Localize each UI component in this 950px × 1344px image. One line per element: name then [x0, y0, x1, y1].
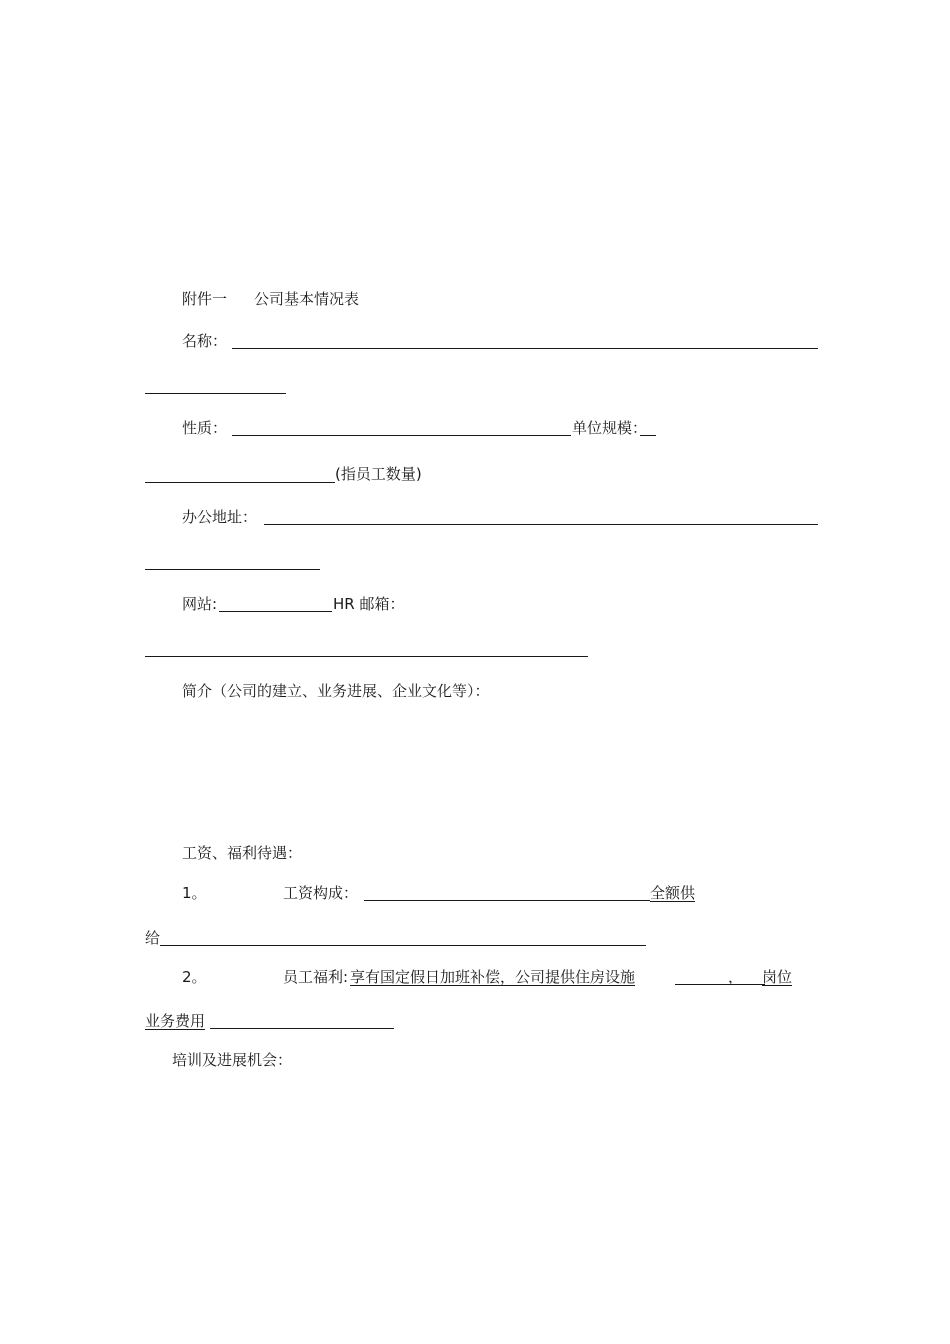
item2-field-line[interactable] — [675, 984, 765, 985]
name-field-line[interactable] — [232, 348, 818, 349]
scale-label: 单位规模： — [572, 419, 648, 437]
nature-field-line[interactable] — [232, 435, 571, 436]
name-field-line-cont[interactable] — [145, 393, 286, 394]
item2-value: 享有国定假日加班补偿，公司提供住房设施 — [350, 968, 636, 986]
item1-value-cont: 给 — [145, 929, 161, 947]
hr-email-field-line[interactable] — [145, 656, 588, 657]
address-label: 办公地址： — [182, 508, 258, 526]
hr-email-label: HR 邮箱： — [333, 595, 405, 613]
website-label: 网站: — [182, 595, 218, 613]
scale-field-line[interactable] — [640, 435, 656, 436]
item2-value-b: 岗位 — [762, 968, 793, 986]
salary-heading: 工资、福利待遇： — [182, 844, 303, 862]
intro-label: 简介（公司的建立、业务进展、企业文化等）： — [182, 682, 490, 700]
item1-field-line-cont[interactable] — [160, 945, 646, 946]
training-label: 培训及进展机会： — [172, 1051, 293, 1069]
item1-value: 全额供 — [650, 884, 696, 902]
item2-field-line-cont[interactable] — [210, 1028, 394, 1029]
item1-number: 1。 — [182, 884, 207, 902]
item2-number: 2。 — [182, 968, 207, 986]
item2-label: 员工福利: — [283, 968, 349, 986]
scale-note: (指员工数量) — [335, 465, 422, 483]
scale-field-line-cont[interactable] — [145, 482, 335, 483]
nature-label: 性质： — [182, 419, 228, 437]
heading-prefix: 附件一 — [182, 290, 228, 308]
item1-label: 工资构成： — [283, 884, 359, 902]
item2-comma: ， — [728, 968, 744, 986]
website-field-line[interactable] — [219, 611, 332, 612]
item2-value-cont: 业务费用 — [145, 1012, 206, 1030]
address-field-line[interactable] — [264, 524, 818, 525]
page-title: 公司基本情况表 — [254, 290, 360, 308]
name-label: 名称： — [182, 332, 228, 350]
address-field-line-cont[interactable] — [145, 569, 320, 570]
item1-field-line[interactable] — [364, 900, 650, 901]
